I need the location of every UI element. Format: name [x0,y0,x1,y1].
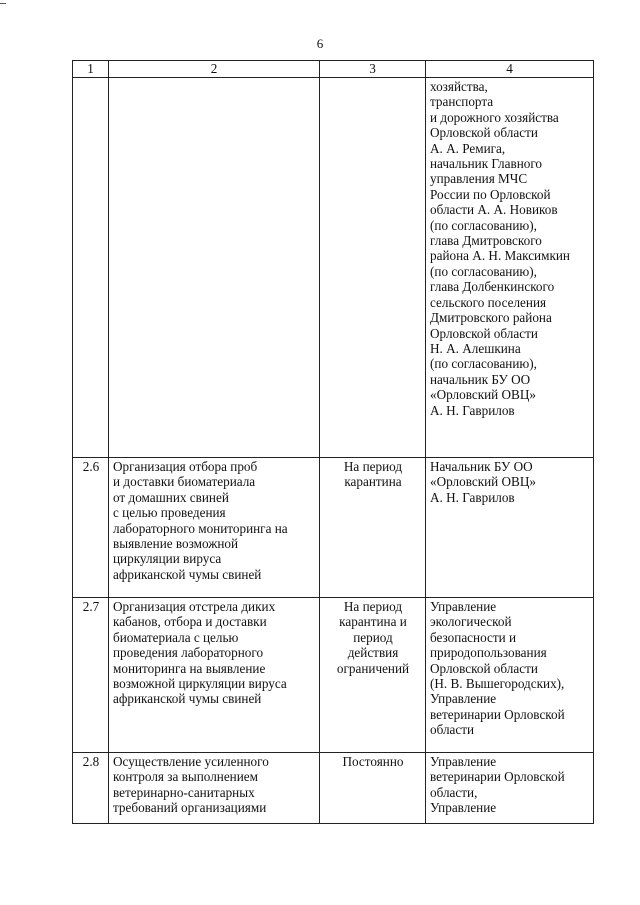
activity-cell [109,753,320,824]
cell-line: контроля за выполнением [113,769,258,785]
cell-line: лабораторного мониторинга на [113,520,288,536]
cell-line: А. Н. Гаврилов [430,402,515,418]
activity-cell [109,78,320,458]
cell-line: Организация отстрела диких [113,599,276,614]
cell-line: (по согласованию), [430,263,537,279]
cell-line: района А. Н. Максимкин [430,248,570,264]
column-header-4: 4 [426,61,594,78]
cell-line: Осуществление усиленного [113,754,269,769]
cell-line: и доставки биоматериала [113,474,256,490]
row-number-cell [73,78,109,458]
cell-line: управления МЧС [430,171,528,187]
cell-line: (по согласованию), [430,217,537,233]
cell-line: Орловской области [430,325,538,341]
cell-line: ветеринарии Орловской [430,706,565,722]
cell-line: начальник БУ ОО [430,371,531,387]
cell-line: Управление [430,691,497,707]
cell-line: проведения лабораторного [113,645,264,661]
table-row-continuation [73,78,594,458]
cell-line: от домашних свиней [113,489,229,505]
cell-line: (Н. В. Вышегородских), [430,676,565,692]
cell-line: Постоянно [342,754,404,769]
cell-line: Н. А. Алешкина [430,340,521,356]
cell-line: биоматериала с целью [113,629,239,645]
column-header-3: 3 [320,61,426,78]
measures-table [72,60,594,824]
cell-line: карантина и [339,614,407,630]
cell-line: природопользования [430,645,547,661]
cell-line: глава Дмитровского [430,233,542,249]
activity-cell [109,598,320,753]
cell-line: транспорта [430,94,494,110]
cell-line: (по согласованию), [430,356,537,372]
executors-cell [426,78,594,458]
cell-line: «Орловский ОВЦ» [430,474,536,490]
cell-line: с целью проведения [113,505,226,521]
cell-line: Орловской области [430,125,538,141]
cell-line: действия [347,645,399,661]
executors-cell [426,753,594,824]
cell-line: ограничений [336,660,410,676]
cell-line: выявление возможной [113,536,239,552]
cell-line: требований организациями [113,800,267,816]
executors-cell [426,598,594,753]
cell-line: хозяйства, [430,79,488,94]
cell-line: Дмитровского района [430,310,552,326]
column-header-2: 2 [109,61,320,78]
cell-line: мониторинга на выявление [113,660,266,676]
cell-line: ветеринарно-санитарных [113,784,255,800]
cell-line: африканской чумы свиней [113,691,262,707]
cell-line: экологической [430,614,512,630]
cell-line: безопасности и [430,629,517,645]
period-cell [320,753,426,824]
table-row [73,753,594,824]
cell-line: глава Долбенкинского [430,279,555,295]
executors-cell [426,458,594,598]
cell-line: На период [343,459,403,474]
cell-line: «Орловский ОВЦ» [430,387,536,403]
column-header-1: 1 [73,61,109,78]
cell-line: А. А. Ремига, [430,140,506,156]
row-number-cell: 2.7 [73,598,109,753]
period-cell [320,458,426,598]
cell-line: ветеринарии Орловской [430,769,565,785]
cell-line: Организация отбора проб [113,459,258,474]
page-number: 6 [316,36,324,51]
cell-line: Начальник БУ ОО [430,459,533,474]
header-row [73,61,594,78]
cell-line: области А. А. Новиков [430,202,558,218]
cell-line: и дорожного хозяйства [430,109,559,125]
cell-line: Управление [430,800,497,816]
cell-line: На период [343,599,403,614]
cell-line: Орловской области [430,660,538,676]
table-row [73,458,594,598]
period-cell [320,78,426,458]
row-number-cell: 2.6 [73,458,109,598]
period-cell [320,598,426,753]
cell-line: начальник Главного [430,156,543,172]
cell-line: Управление [430,599,497,614]
activity-cell [109,458,320,598]
scan-mark [0,0,6,4]
cell-line: карантина [344,474,402,490]
cell-line: сельского поселения [430,294,547,310]
cell-line: кабанов, отбора и доставки [113,614,267,630]
table-row [73,598,594,753]
cell-line: период [353,629,393,645]
cell-line: Управление [430,754,497,769]
cell-line: области [430,722,475,738]
cell-line: области, [430,784,478,800]
cell-line: А. Н. Гаврилов [430,489,515,505]
cell-line: африканской чумы свиней [113,566,262,582]
row-number-cell: 2.8 [73,753,109,824]
cell-line: возможной циркуляции вируса [113,676,287,692]
cell-line: России по Орловской [430,186,551,202]
cell-line: циркуляции вируса [113,551,222,567]
